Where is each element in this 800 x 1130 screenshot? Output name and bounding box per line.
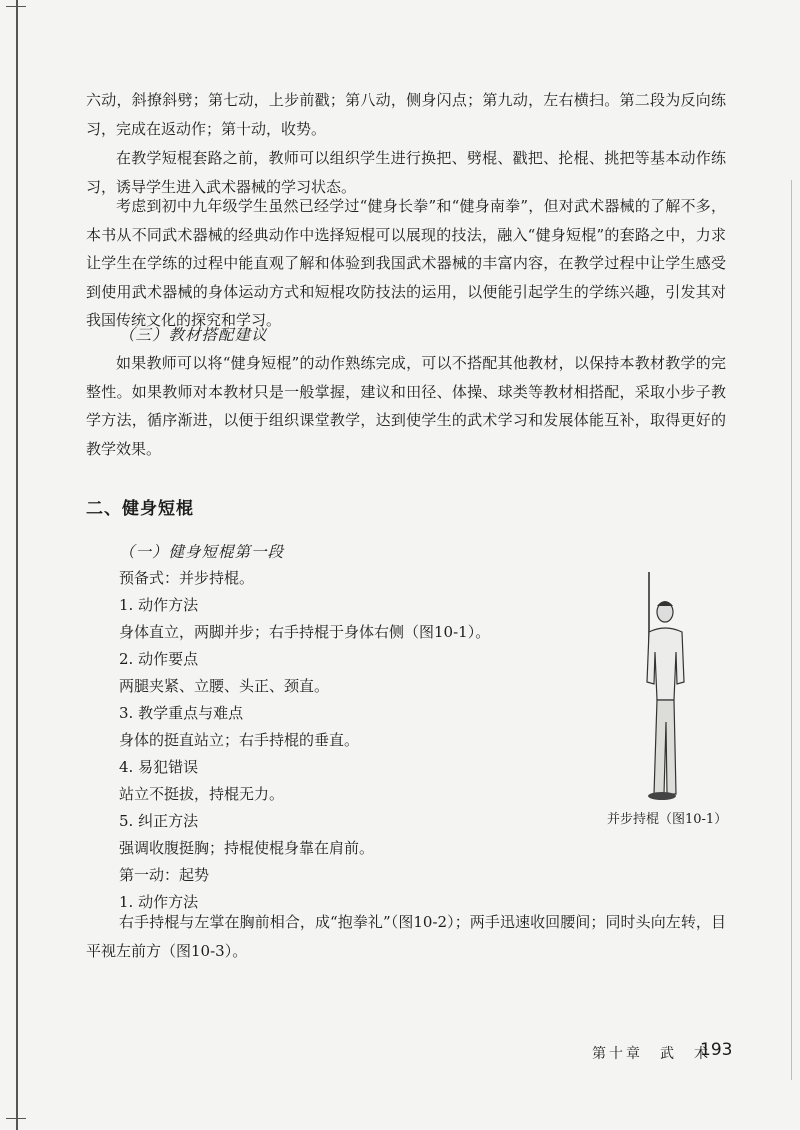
item-text-keypoints: 两腿夹紧、立腰、头正、颈直。 (119, 677, 330, 695)
page-number: 193 (700, 1040, 733, 1060)
subheading-part-one: （一）健身短棍第一段 (119, 543, 285, 561)
binding-tick-top (6, 6, 26, 7)
right-edge-rule (791, 180, 792, 1080)
move-one-text: 右手持棍与左掌在胸前相合，成“抱拳礼”（图10-2）；两手迅速收回腰间；同时头向左转，目平视左前方（图10-3）。 (86, 913, 726, 960)
figure-feet (648, 792, 676, 800)
item-text-correction: 强调收腹挺胸；持棍使棍身靠在肩前。 (119, 839, 375, 857)
item-text-difficulty: 身体的挺直站立；右手持棍的垂直。 (119, 731, 360, 749)
paragraph-pairing-advice: 如果教师可以将“健身短棍”的动作熟练完成，可以不搭配其他教材，以保持本教材教学的完整性。如果教师对本教材只是一般掌握，建议和田径、体操、球类等教材相搭配，采取小步子教学方法，循序渐进，以便于组织课堂教学，达到使学生的武术学习和发展体能互补，取得更好的教学效果。 (86, 354, 726, 458)
section-heading: 二、健身短棍 (86, 499, 194, 519)
move-one-item-title: 1. 动作方法 (119, 893, 199, 911)
figure-caption: 并步持棍（图10-1） (607, 812, 728, 827)
figure-legs (654, 700, 676, 794)
paragraph-rationale: 考虑到初中九年级学生虽然已经学过“健身长拳”和“健身南拳”，但对武术器械的了解不多，本书从不同武术器械的经典动作中选择短棍可以展现的技法，融入“健身短棍”的套路之中，力求让学生在学练的过程中能直观了解和体验到我国武术器械的丰富内容，在教学过程中让学生感受到使用武术器械的身体运动方式和短棍攻防技法的运用，以便能引起学生的学练兴趣，引发其对我国传统文化的探究和学习。 (86, 197, 726, 329)
binding-tick-bottom (6, 1118, 26, 1119)
figure-standing-with-staff (616, 572, 696, 804)
paragraph-continuation: 六动，斜撩斜劈；第七动，上步前戳；第八动，侧身闪点；第九动，左右横扫。第二段为反向练习，完成在返动作；第十动，收势。 (86, 91, 726, 138)
item-title-difficulty: 3. 教学重点与难点 (119, 704, 244, 722)
item-title-keypoints: 2. 动作要点 (119, 650, 199, 668)
item-title-mistakes: 4. 易犯错误 (119, 758, 199, 776)
move-one-heading: 第一动：起势 (119, 866, 210, 884)
figure-hair (657, 601, 673, 606)
subheading-material-pairing: （三）教材搭配建议 (119, 326, 268, 344)
prep-stance: 预备式：并步持棍。 (119, 569, 255, 587)
footer-chapter: 第十章 武 术 (592, 1046, 711, 1062)
item-text-method: 身体直立，两脚并步；右手持棍于身体右侧（图10-1）。 (119, 623, 491, 641)
figure-torso (647, 628, 684, 700)
item-title-method: 1. 动作方法 (119, 596, 199, 614)
item-text-mistakes: 站立不挺拔，持棍无力。 (119, 785, 285, 803)
item-title-correction: 5. 纠正方法 (119, 812, 199, 830)
paragraph-pre-teaching: 在教学短棍套路之前，教师可以组织学生进行换把、劈棍、戳把、抡棍、挑把等基本动作练习，诱导学生进入武术器械的学习状态。 (86, 149, 726, 196)
binding-line (16, 0, 18, 1130)
